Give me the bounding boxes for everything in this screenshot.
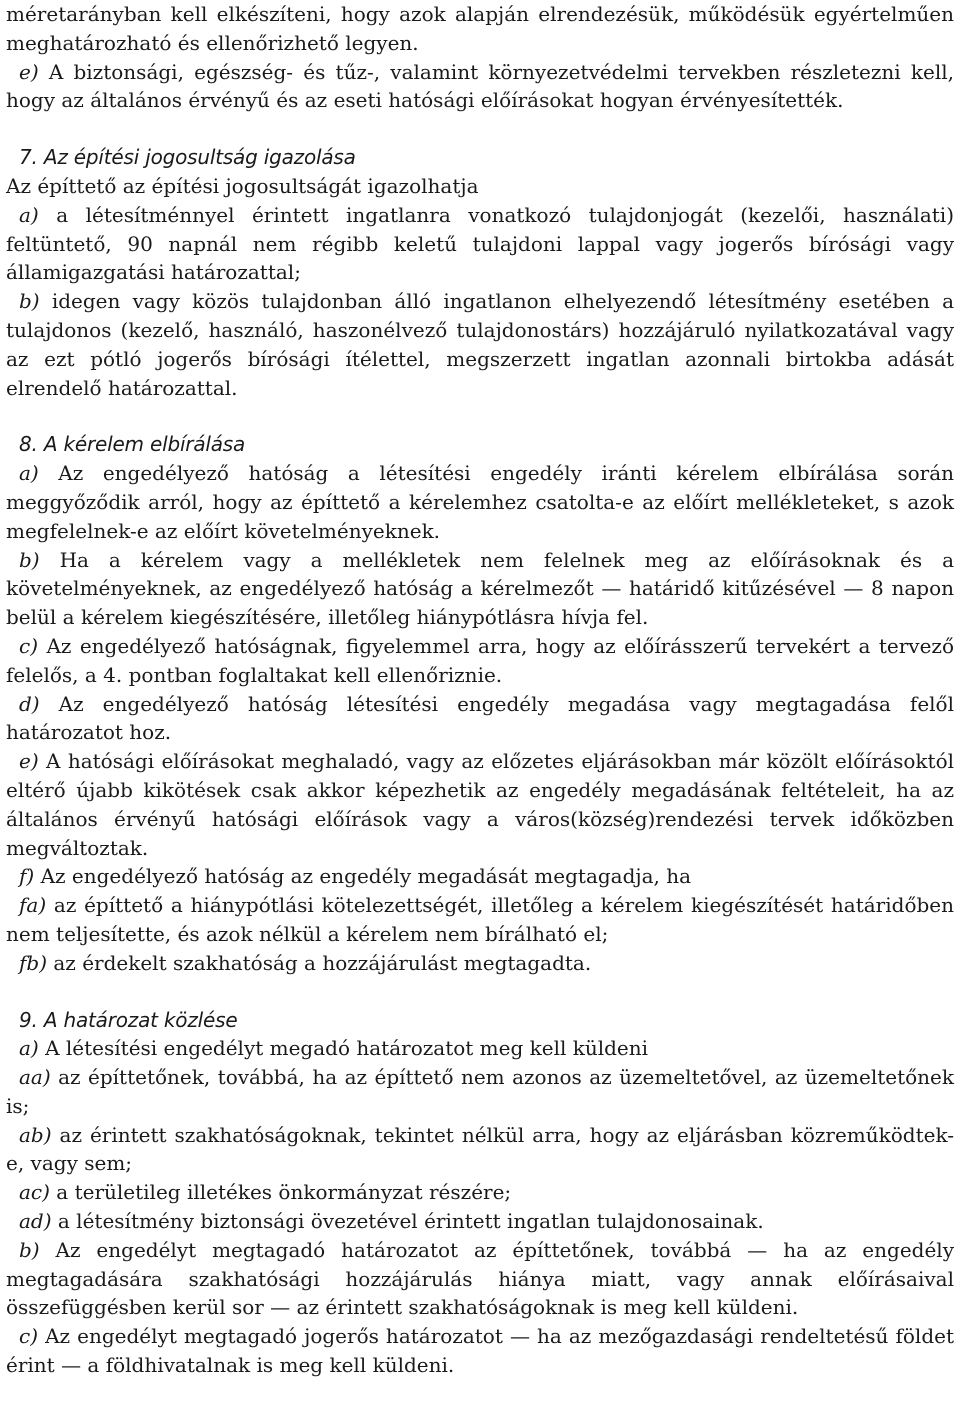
- paragraph: [6, 58, 954, 116]
- item-label: b): [19, 1237, 40, 1262]
- paragraph-text: Az engedélyező hatóság létesítési engedély megadása vagy megtagadása felől határozatot hoz.: [6, 691, 954, 745]
- paragraph-text: Az engedélyt megtagadó határozatot az építtetőnek, továbbá — ha az engedély megtagadására szakhatósági hozzájárulás hiánya miatt, vagy annak előírásaival összefüggésben kerül sor — az érintett szakhatóságoknak is meg kell küldeni.: [6, 1237, 954, 1320]
- paragraph-text: Az engedélyező hatóság az engedély megadását megtagadja, ha: [40, 864, 692, 889]
- spacer: [6, 402, 954, 430]
- paragraph: [6, 172, 954, 201]
- paragraph: [6, 1178, 954, 1207]
- paragraph: [6, 747, 954, 862]
- paragraph-text: Az engedélyező hatóság a létesítési engedély iránti kérelem elbírálása során meggyőződik arról, hogy az építtető a kérelemhez csatolta-e az előírt mellékleteket, s azok megfelelnek-e az előírt követelményeknek.: [6, 461, 954, 543]
- paragraph: [6, 632, 954, 690]
- paragraph: [6, 1207, 954, 1236]
- paragraph-text: az érdekelt szakhatóság a hozzájárulást megtagadta.: [53, 950, 592, 975]
- item-label: ac): [19, 1180, 50, 1205]
- item-label: f): [19, 864, 35, 889]
- paragraph: [6, 1322, 954, 1380]
- item-label: a): [19, 202, 39, 227]
- paragraph: [6, 949, 954, 978]
- item-label: d): [19, 691, 40, 716]
- paragraph: [6, 287, 954, 402]
- paragraph: [6, 1121, 954, 1179]
- section-heading-8: 8. A kérelem elbírálása: [19, 432, 246, 457]
- paragraph: [6, 1236, 954, 1322]
- item-label: fa): [19, 893, 47, 918]
- paragraph: [6, 459, 954, 545]
- item-label: a): [19, 461, 39, 486]
- section-heading-9: 9. A határozat közlése: [19, 1007, 238, 1032]
- paragraph-text: az érintett szakhatóságoknak, tekintet nélkül arra, hogy az eljárásban közreműködtek-e, vagy sem;: [6, 1122, 954, 1176]
- paragraph-text: A hatósági előírásokat meghaladó, vagy az előzetes eljárásokban már közölt előírásoktól eltérő újabb kikötések csak akkor képezhetik az engedély megadásának feltételeit, ha az általános érvényű hatósági előírások vagy a város(község)rendezési tervek időközben megváltoztak.: [6, 749, 955, 860]
- item-label: ab): [19, 1122, 52, 1147]
- paragraph-text: a létesítmény biztonsági övezetével érintett ingatlan tulajdonosainak.: [57, 1209, 764, 1234]
- item-label: aa): [19, 1065, 51, 1090]
- item-label: c): [19, 1324, 39, 1349]
- paragraph-text: méretarányban kell elkészíteni, hogy azok alapján elrendezésük, működésük egyértelműen meghatározható és ellenőrizhető legyen.: [6, 2, 954, 55]
- item-label: e): [19, 59, 39, 84]
- paragraph: [6, 690, 954, 748]
- paragraph-text: idegen vagy közös tulajdonban álló ingatlanon elhelyezendő létesítmény esetében a tulajdonos (kezelő, használó, haszonélvező tulajdonostárs) hozzájáruló nyilatkozatával vagy az ezt pótló jogerős bírósági ítélettel, megszerzett ingatlan azonnali birtokba adását elrendelő határozattal.: [6, 289, 955, 400]
- item-label: e): [19, 749, 39, 774]
- paragraph: [6, 862, 954, 891]
- paragraph-text: Az engedélyt megtagadó jogerős határozatot — ha az mezőgazdasági rendeltetésű földet érint — a földhivatalnak is meg kell küldeni.: [6, 1324, 954, 1378]
- paragraph: [6, 1034, 954, 1063]
- paragraph-text: az építtetőnek, továbbá, ha az építtető nem azonos az üzemeltetővel, az üzemeltetőnek is;: [6, 1065, 955, 1118]
- paragraph-text: Az építtető az építési jogosultságát igazolhatja: [6, 173, 479, 198]
- paragraph-text: A biztonsági, egészség- és tűz-, valamint környezetvédelmi tervekben részletezni kell, hogy az általános érvényű és az eseti hatósági előírásokat hogyan érvényesítették.: [6, 59, 955, 113]
- paragraph: [6, 546, 954, 632]
- item-label: fb): [19, 950, 48, 975]
- item-label: b): [19, 289, 40, 314]
- paragraph: [6, 201, 954, 287]
- spacer: [6, 115, 954, 143]
- item-label: a): [19, 1036, 39, 1061]
- paragraph-text: Ha a kérelem vagy a mellékletek nem felelnek meg az előírásoknak és a követelményeknek, az engedélyező hatóság a kérelmezőt — határidő kitűzésével — 8 napon belül a kérelem kiegészítésére, illetőleg hiánypótlásra hívja fel.: [6, 547, 954, 630]
- paragraph: [6, 1063, 954, 1121]
- paragraph-text: A létesítési engedélyt megadó határozatot meg kell küldeni: [45, 1036, 649, 1061]
- paragraph-text: az építtető a hiánypótlási kötelezettségét, illetőleg a kérelem kiegészítését határidőben nem teljesítette, és azok nélkül a kérelem nem bírálható el;: [6, 893, 954, 946]
- item-label: ad): [19, 1209, 52, 1234]
- item-label: b): [19, 547, 40, 572]
- section-heading-7: 7. Az építési jogosultság igazolása: [19, 145, 356, 170]
- paragraph: [6, 0, 954, 58]
- spacer: [6, 978, 954, 1006]
- paragraph-text: a létesítménnyel érintett ingatlanra vonatkozó tulajdonjogát (kezelői, használati) feltüntető, 90 napnál nem régibb keletű tulajdoni lappal vagy jogerős bírósági vagy államigazgatási határozattal;: [6, 202, 954, 285]
- item-label: c): [19, 633, 39, 658]
- paragraph: [6, 891, 954, 949]
- paragraph-text: Az engedélyező hatóságnak, figyelemmel arra, hogy az előírásszerű tervekért a tervező felelős, a 4. pontban foglaltakat kell ellenőriznie.: [6, 633, 955, 687]
- paragraph-text: a területileg illetékes önkormányzat részére;: [56, 1180, 512, 1205]
